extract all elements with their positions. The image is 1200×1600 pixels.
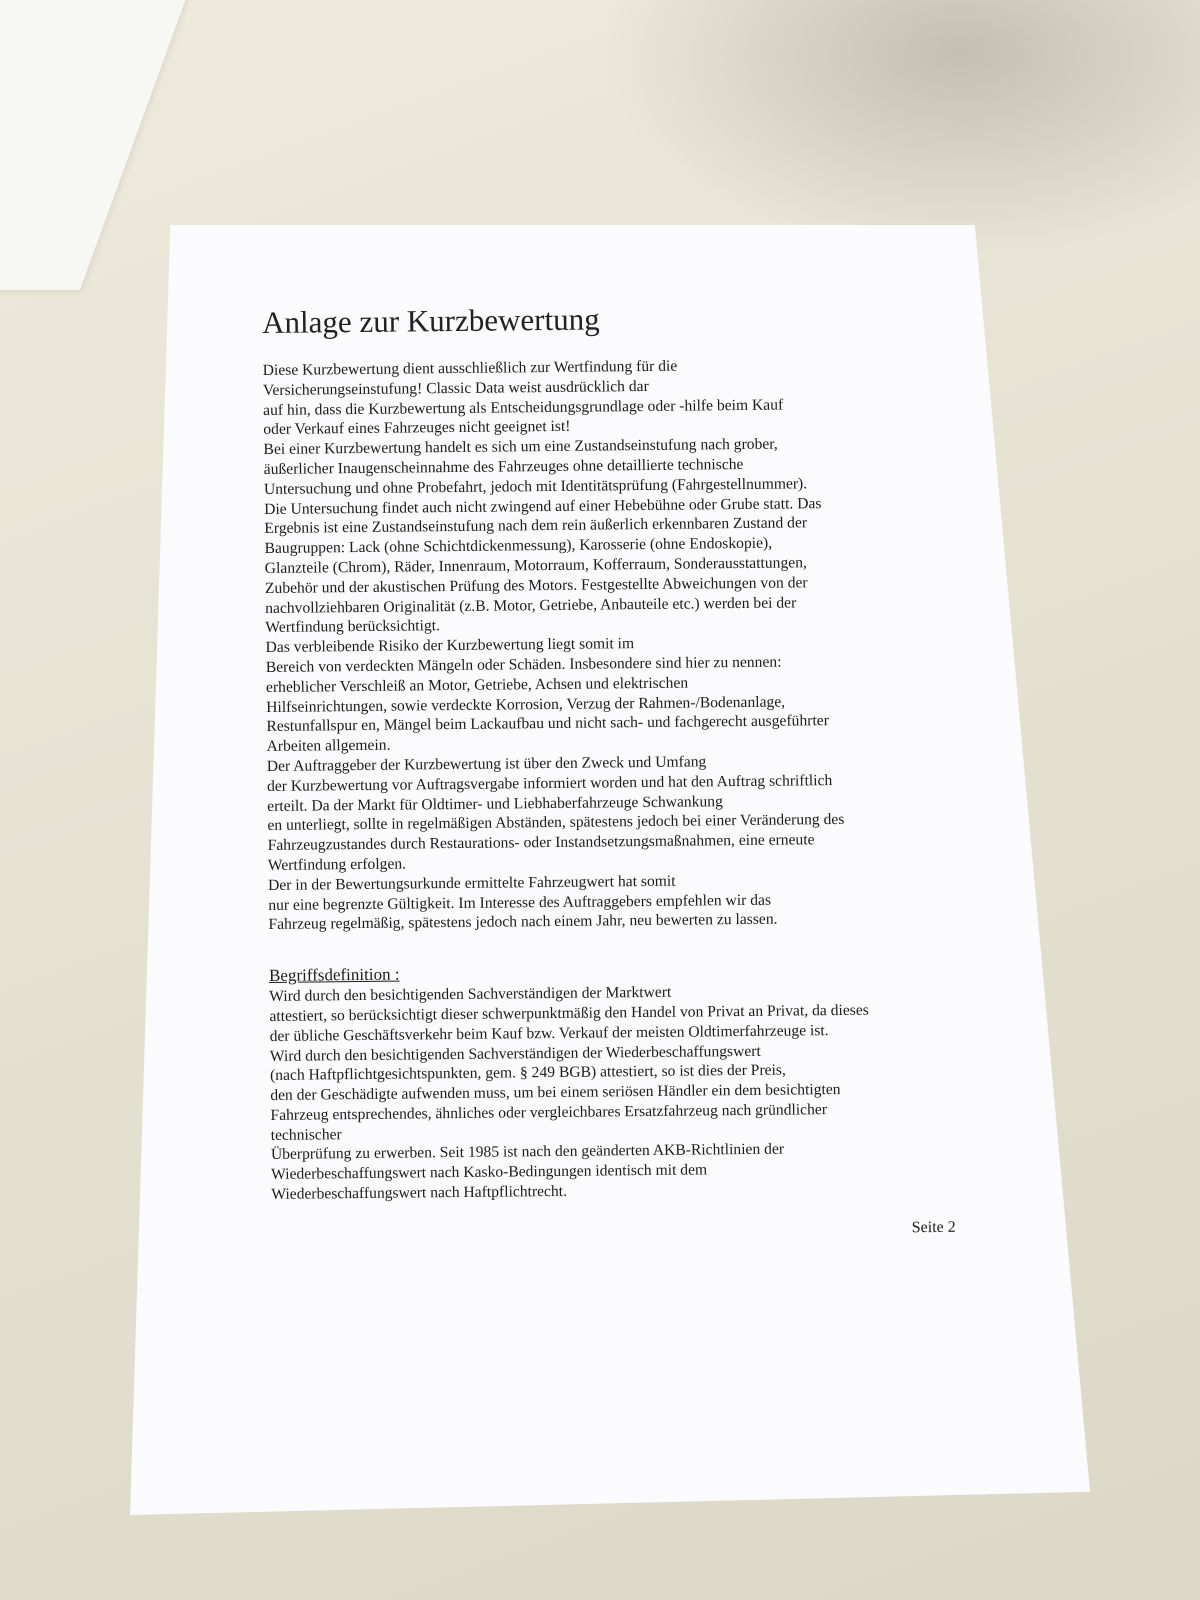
text-line: Wiederbeschaffungswert nach Kasko-Bedingungen identisch mit dem: [271, 1161, 708, 1184]
text-line: Hilfseinrichtungen, sowie verdeckte Korrosion, Verzug der Rahmen-/Bodenanlage,: [266, 693, 786, 716]
text-line: Ergebnis ist eine Zustandseinstufung nach dem rein äußerlich erkennbaren Zustand der: [264, 514, 808, 538]
text-line: Bei einer Kurzbewertung handelt es sich um eine Zustandseinstufung nach grober,: [263, 435, 778, 459]
text-line: technischer: [270, 1125, 342, 1144]
text-line: der übliche Geschäftsverkehr beim Kauf bzw. Verkauf der meisten Oldtimerfahrzeuge ist.: [269, 1021, 829, 1045]
text-line: Der in der Bewertungsurkunde ermittelte Fahrzeugwert hat somit: [267, 872, 676, 894]
text-line: Wiederbeschaffungswert nach Haftpflichtrecht.: [271, 1182, 568, 1204]
text-line: oder Verkauf eines Fahrzeuges nicht geeignet ist!: [263, 418, 571, 439]
text-line: attestiert, so berücksichtigt dieser schwerpunktmäßig den Handel von Privat an Privat, da dieses: [269, 1001, 869, 1025]
text-line: Fahrzeug regelmäßig, spätestens jedoch nach einem Jahr, neu bewerten zu lassen.: [268, 910, 778, 934]
text-line: Fahrzeugzustandes durch Restaurations- oder Instandsetzungsmaßnahmen, eine erneute: [267, 831, 815, 855]
text-line: en unterliegt, sollte in regelmäßigen Abständen, spätestens jedoch bei einer Veränderung des: [267, 811, 845, 835]
text-line: erteilt. Da der Markt für Oldtimer- und Liebhaberfahrzeuge Schwankung: [267, 792, 723, 815]
page-number: Seite 2: [911, 1218, 956, 1237]
text-line: Überprüfung zu erwerben. Seit 1985 ist nach den geänderten AKB-Richtlinien der: [270, 1141, 785, 1164]
text-line: Wertfindung erfolgen.: [267, 855, 407, 874]
definition-heading: Begriffsdefinition :: [268, 964, 400, 986]
text-line: Zubehör und der akustischen Prüfung des Motors. Festgestellte Abweichungen von der: [264, 574, 808, 597]
text-line: Wertfindung berücksichtigt.: [265, 617, 441, 637]
text-line: Wird durch den besichtigenden Sachverständigen der Marktwert: [269, 983, 672, 1006]
text-line: Bereich von verdeckten Mängeln oder Schäden. Insbesondere sind hier zu nennen:: [265, 653, 782, 676]
text-line: Fahrzeug entsprechendes, ähnliches oder vergleichbares Ersatzfahrzeug nach gründlicher: [270, 1101, 828, 1124]
document-title: Anlage zur Kurzbewertung: [262, 301, 600, 340]
text-line: den der Geschädigte aufwenden muss, um bei einem seriösen Händler ein dem besichtigten: [270, 1081, 841, 1105]
text-line: Versicherungseinstufung! Classic Data weist ausdrücklich dar: [262, 377, 649, 399]
text-line: Restunfallspur en, Mängel beim Lackaufbau und nicht sach- und fachgerecht ausgeführter: [266, 712, 829, 736]
text-line: Der Auftraggeber der Kurzbewertung ist über den Zweck und Umfang: [266, 753, 707, 775]
text-line: Untersuchung und ohne Probefahrt, jedoch mit Identitätsprüfung (Fahrgestellnummer).: [263, 475, 808, 498]
text-line: Die Untersuchung findet auch nicht zwingend auf einer Hebebühne oder Grube statt. Das: [264, 494, 822, 518]
text-line: nur eine begrenzte Gültigkeit. Im Interesse des Auftraggebers empfehlen wir das: [268, 891, 772, 914]
text-line: nachvollziehbaren Originalität (z.B. Motor, Getriebe, Anbauteile etc.) werden bei der: [265, 593, 797, 617]
text-line: Arbeiten allgemein.: [266, 736, 391, 756]
text-line: Das verbleibende Risiko der Kurzbewertung liegt somit im: [265, 635, 635, 657]
text-line: auf hin, dass die Kurzbewertung als Entscheidungsgrundlage oder -hilfe beim Kauf: [263, 396, 784, 419]
text-line: Baugruppen: Lack (ohne Schichtdickenmessung), Karosserie (ohne Endoskopie),: [264, 534, 773, 558]
text-line: Glanzteile (Chrom), Räder, Innenraum, Motorraum, Kofferraum, Sonderausstattungen,: [264, 554, 807, 577]
text-line: (nach Haftpflichtgesichtspunkten, gem. § 249 BGB) attestiert, so ist dies der Preis,: [269, 1061, 786, 1085]
page-content: [262, 298, 962, 1245]
text-line: erheblicher Verschleiß an Motor, Getriebe, Achsen und elektrischen: [265, 674, 689, 696]
text-line: der Kurzbewertung vor Auftragsvergabe informiert worden und hat den Auftrag schriftlich: [266, 771, 833, 795]
intro-paragraphs: [263, 354, 962, 1245]
shadow-overlay: [600, 0, 1200, 260]
text-line: Diese Kurzbewertung dient ausschließlich zur Wertfindung für die: [262, 357, 678, 379]
text-line: äußerlicher Inaugenscheinnahme des Fahrzeuges ohne detaillierte technische: [263, 455, 744, 478]
text-line: Wird durch den besichtigenden Sachverständigen der Wiederbeschaffungswert: [269, 1042, 761, 1065]
